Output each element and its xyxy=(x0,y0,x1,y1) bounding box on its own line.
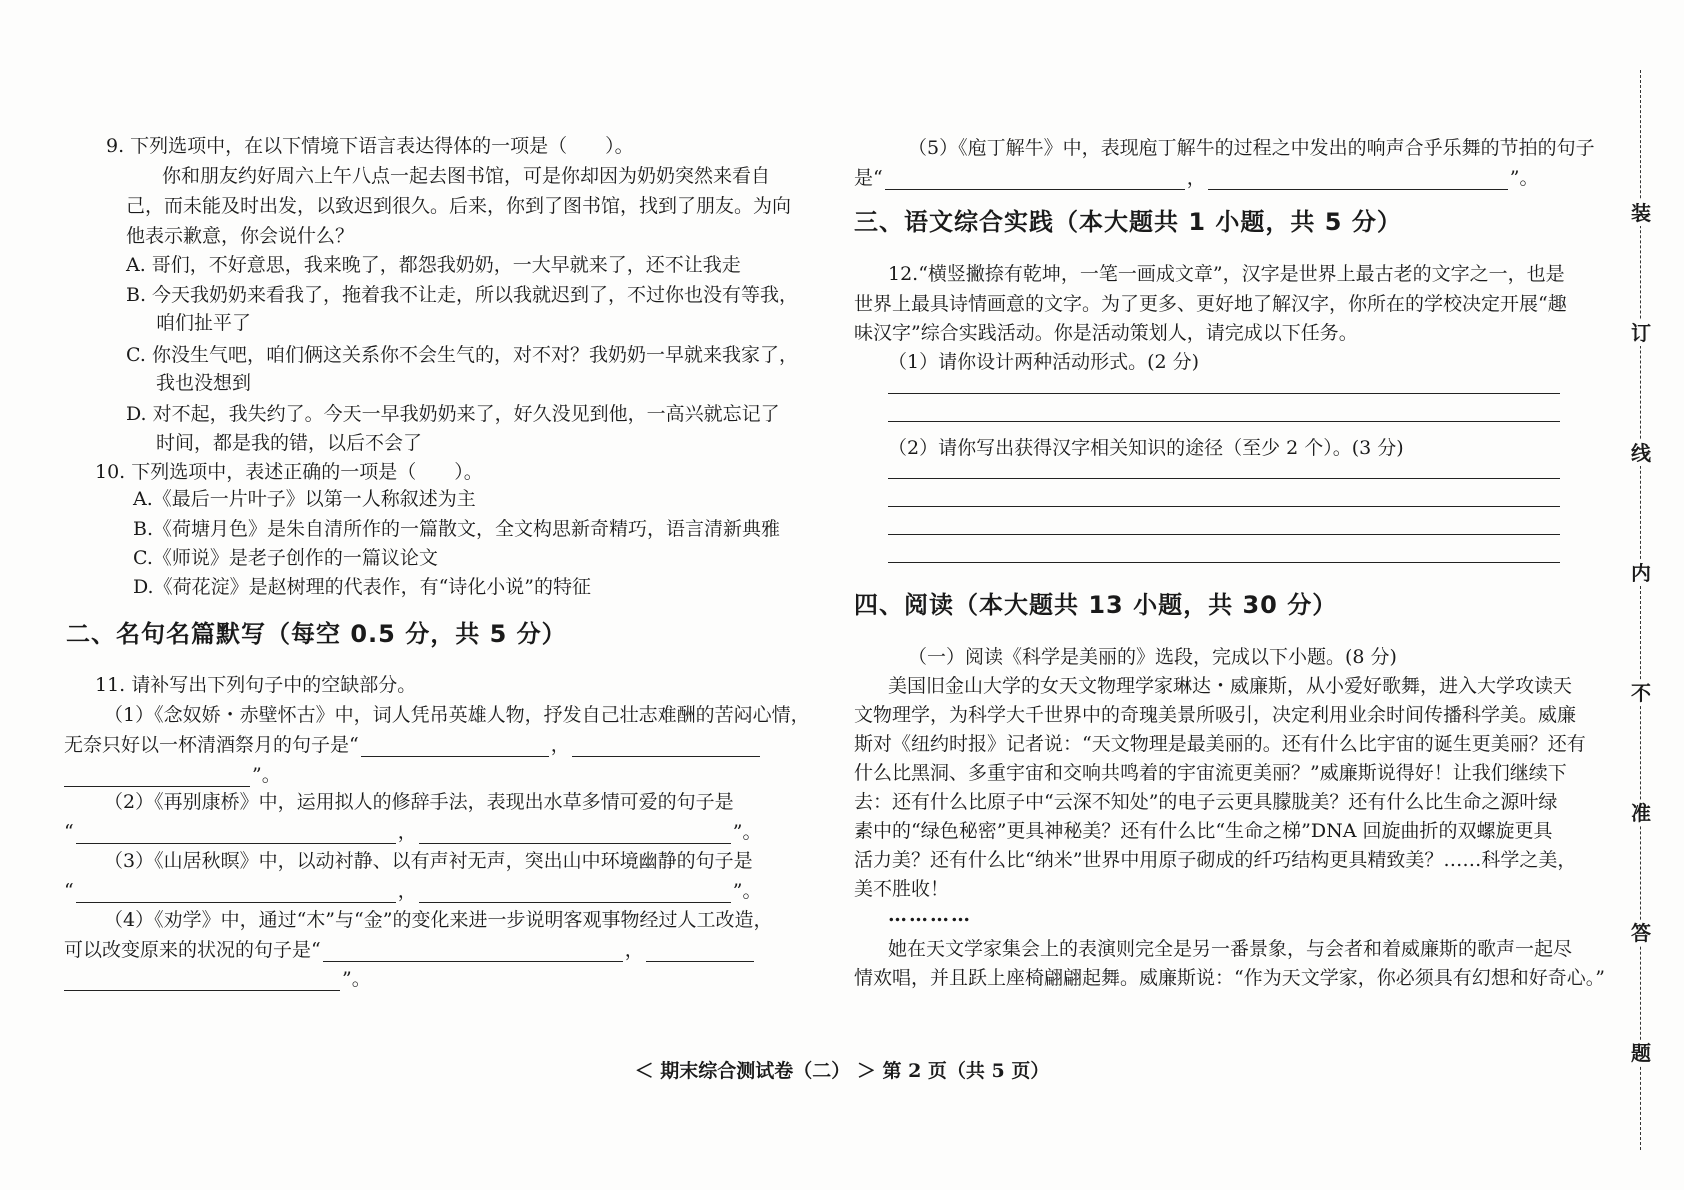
q12-stem: 味汉字”综合实践活动。你是活动策划人，请完成以下任务。 xyxy=(854,322,1358,344)
section-3-heading: 三、语文综合实践（本大题共 1 小题，共 5 分） xyxy=(854,208,1402,236)
q11-4: （4）《劝学》中，通过“木”与“金”的变化来进一步说明客观事物经过人工改造， xyxy=(104,909,773,931)
reading-1-title: （一）阅读《科学是美丽的》选段，完成以下小题。(8 分) xyxy=(908,646,1397,668)
answer-line[interactable] xyxy=(888,506,1560,507)
answer-blank[interactable] xyxy=(646,943,754,962)
answer-blank[interactable] xyxy=(64,768,250,787)
q11-5-answer: 是“ ， ”。 xyxy=(854,167,1539,189)
q9-option-b: 咱们扯平了 xyxy=(156,312,252,334)
q11-5: （5）《庖丁解牛》中，表现庖丁解牛的过程之中发出的响声合乎乐舞的节拍的句子 xyxy=(908,137,1595,159)
q9-stem: 9. 下列选项中，在以下情境下语言表达得体的一项是（ ）。 xyxy=(106,135,634,157)
page-footer: ＜ 期末综合测试卷（二） ＞ 第 2 页（共 5 页） xyxy=(634,1060,1050,1082)
passage-line: 她在天文学家集会上的表演则完全是另一番景象，与会者和着威廉斯的歌声一起尽 xyxy=(888,938,1573,960)
q9-context: 他表示歉意，你会说什么？ xyxy=(126,225,355,247)
passage-line: 美不胜收！ xyxy=(854,878,950,900)
q11-stem: 11. 请补写出下列句子中的空缺部分。 xyxy=(95,674,417,696)
q11-3-answer: “ ， ”。 xyxy=(64,880,762,902)
answer-blank[interactable] xyxy=(419,825,731,844)
q11-2: （2）《再别康桥》中，运用拟人的修辞手法，表现出水草多情可爱的句子是 xyxy=(104,791,734,813)
passage-ellipsis: ………… xyxy=(888,904,972,926)
passage-line: 什么比黑洞、多重宇宙和交响共鸣着的宇宙流更美丽？”威廉斯说得好！让我们继续下 xyxy=(854,762,1567,784)
q9-option-d: D. 对不起，我失约了。今天一早我奶奶来了，好久没见到他，一高兴就忘记了 xyxy=(126,403,780,425)
answer-blank[interactable] xyxy=(885,171,1185,190)
q9-option-a: A. 哥们，不好意思，我来晚了，都怨我奶奶，一大早就来了，还不让我走 xyxy=(126,254,741,276)
passage-line: 斯对《纽约时报》记者说：“天文物理是最美丽的。还有什么比宇宙的诞生更美丽？还有 xyxy=(854,733,1586,755)
q11-1: （1）《念奴娇・赤壁怀古》中，词人凭吊英雄人物，抒发自己壮志难酬的苦闷心情， xyxy=(104,704,810,726)
seal-char: 内 xyxy=(1628,560,1654,586)
passage-line: 素中的“绿色秘密”更具神秘美？还有什么比“生命之梯”DNA 回旋曲折的双螺旋更具 xyxy=(854,820,1553,842)
answer-blank[interactable] xyxy=(64,972,340,991)
q10-option-b: B.《荷塘月色》是朱自清所作的一篇散文，全文构思新奇精巧，语言清新典雅 xyxy=(133,518,781,540)
section-4-heading: 四、阅读（本大题共 13 小题，共 30 分） xyxy=(854,591,1338,619)
q9-option-b: B. 今天我奶奶来看我了，拖着我不让走，所以我就迟到了，不过你也没有等我， xyxy=(126,284,799,306)
answer-blank[interactable] xyxy=(76,884,396,903)
answer-blank[interactable] xyxy=(1208,171,1508,190)
seal-char: 答 xyxy=(1628,920,1654,946)
section-2-heading: 二、名句名篇默写（每空 0.5 分，共 5 分） xyxy=(66,620,567,648)
q12-stem: 12.“横竖撇捺有乾坤，一笔一画成文章”，汉字是世界上最古老的文字之一，也是 xyxy=(888,263,1565,285)
answer-line[interactable] xyxy=(888,478,1560,479)
dashed-seal-line xyxy=(1640,70,1641,1150)
seal-line-margin xyxy=(1628,70,1654,1150)
answer-line[interactable] xyxy=(888,421,1560,422)
q10-option-c: C.《师说》是老子创作的一篇议论文 xyxy=(133,547,438,569)
q12-task-2: （2）请你写出获得汉字相关知识的途径（至少 2 个）。(3 分) xyxy=(888,437,1404,459)
seal-char: 装 xyxy=(1628,200,1654,226)
q12-task-1: （1）请你设计两种活动形式。(2 分) xyxy=(888,351,1200,373)
answer-blank[interactable] xyxy=(361,738,549,757)
answer-line[interactable] xyxy=(888,562,1560,563)
q11-2-answer: “ ， ”。 xyxy=(64,821,762,843)
seal-char: 题 xyxy=(1628,1040,1654,1066)
q10-stem: 10. 下列选项中，表述正确的一项是（ ）。 xyxy=(95,461,483,483)
passage-line: 活力美？还有什么比“纳米”世界中用原子砌成的纤巧结构更具精致美？……科学之美， xyxy=(854,849,1577,871)
answer-line[interactable] xyxy=(888,534,1560,535)
answer-blank[interactable] xyxy=(76,825,396,844)
q11-4-answer: 可以改变原来的状况的句子是“ ， xyxy=(64,938,756,962)
q10-option-d: D.《荷花淀》是赵树理的代表作，有“诗化小说”的特征 xyxy=(133,576,592,598)
passage-line: 美国旧金山大学的女天文物理学家琳达・威廉斯，从小爱好歌舞，进入大学攻读天 xyxy=(888,675,1573,697)
passage-line: 去：还有什么比原子中“云深不知处”的电子云更具朦胧美？还有什么比生命之源叶绿 xyxy=(854,791,1558,813)
q11-4-answer-cont: ”。 xyxy=(64,967,371,991)
seal-char: 准 xyxy=(1628,800,1654,826)
answer-blank[interactable] xyxy=(323,943,623,962)
q12-stem: 世界上最具诗情画意的文字。为了更多、更好地了解汉字，你所在的学校决定开展“趣 xyxy=(854,293,1567,315)
q9-context: 己，而未能及时出发，以致迟到很久。后来，你到了图书馆，找到了朋友。为向 xyxy=(126,195,792,217)
q11-3: （3）《山居秋暝》中，以动衬静、以有声衬无声，突出山中环境幽静的句子是 xyxy=(104,850,753,872)
seal-char: 不 xyxy=(1628,680,1654,706)
q9-option-c: C. 你没生气吧，咱们俩这关系你不会生气的，对不对？我奶奶一早就来我家了， xyxy=(126,344,798,366)
answer-line[interactable] xyxy=(888,393,1560,394)
answer-blank[interactable] xyxy=(419,884,731,903)
q9-option-d: 时间，都是我的错，以后不会了 xyxy=(156,432,423,454)
q11-1-answer: 无奈只好以一杯清酒祭月的句子是“ ， xyxy=(64,733,762,757)
answer-blank[interactable] xyxy=(572,738,760,757)
passage-line: 文物理学，为科学大千世界中的奇瑰美景所吸引，决定利用业余时间传播科学美。威廉 xyxy=(854,704,1577,726)
seal-char: 订 xyxy=(1628,320,1654,346)
q11-1-answer-cont: ”。 xyxy=(64,763,281,787)
seal-char: 线 xyxy=(1628,440,1654,466)
q9-option-c: 我也没想到 xyxy=(156,372,252,394)
q9-context: 你和朋友约好周六上午八点一起去图书馆，可是你却因为奶奶突然来看自 xyxy=(162,165,771,187)
passage-line: 情欢唱，并且跃上座椅翩翩起舞。威廉斯说：“作为天文学家，你必须具有幻想和好奇心。” xyxy=(854,967,1605,989)
q10-option-a: A.《最后一片叶子》以第一人称叙述为主 xyxy=(133,488,476,510)
